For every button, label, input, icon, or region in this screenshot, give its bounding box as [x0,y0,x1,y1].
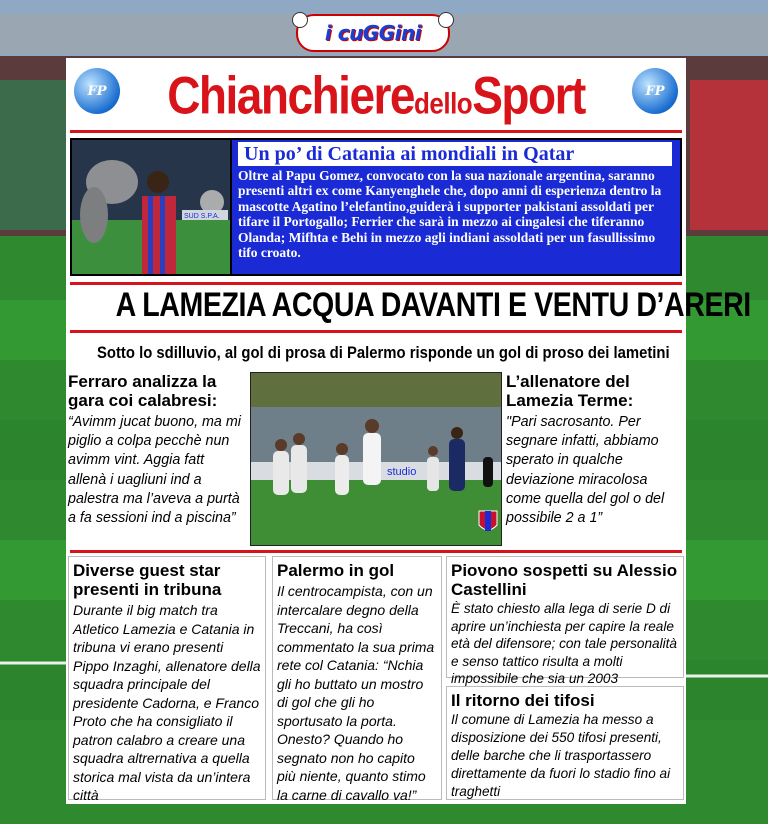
article-tifosi-text: Il comune di Lamezia ha messo a disposizione dei 550 tifosi presenti, delle barche che li trasportassero direttamente da fuori lo stadio fino ai traghetti [451,712,671,799]
article-guest-title: Diverse guest star presenti in tribuna [73,561,222,599]
title-part1: Chianchiere [167,65,415,125]
article-palermo-text: Il centrocampista, con un intercalare degno della Treccani, ha così commentato la sua prima rete col Catania: “Nchia gli ho buttato un mostro di gol che gli ho sportusato la porta. Onesto? Quando ho segnato non ho capito più niente, quanto stimo la carne di cavallo va!” [277,583,435,803]
masthead [66,58,686,132]
article-palermo [272,556,442,803]
match-photo [250,372,502,546]
title-part3: Sport [472,65,585,125]
newspaper-title [167,64,585,126]
fp-logo-right [632,68,678,114]
article-tifosi-title: Il ritorno dei tifosi [451,691,595,710]
main-headline: A LAMEZIA ACQUA DAVANTI E VENTU D’ARERI [115,286,751,324]
subheadline: Sotto lo sdilluvio, al gol di prosa di Palermo risponde un gol di proso dei lametini [97,344,670,362]
title-part2: dello [414,85,473,121]
article-ferraro-title: Ferraro analizza la gara coi calabresi: [68,372,218,410]
article-guest [68,556,266,803]
article-guest-text: Durante il big match tra Atletico Lamezia e Catania in tribuna vi erano presenti Pippo Inzaghi, allenatore della squadra principale del presidente Cadorna, e Franco Proto che ha consigliato il patron calabro a creare una squadra altrernativa a quella storica mal vista da un’intera città [73,602,261,803]
article-allenatore-text: "Pari sacrosanto. Per segnare infatti, abbiamo sperato in qualche deviazione miracolosa come quella del gol o del possibile 2 a 1” [506,414,665,527]
article-ferraro-text: “Avimm jucat buono, ma mi piglio a colpa pecchè nun avimm vint. Aggia fatt allenà i uagliuni ind a palestra ma l’aveva a purtà a fa sessioni ind a piscina” [68,414,241,527]
divider-line [70,550,682,553]
article-tifosi [446,686,684,800]
divider-line [70,330,682,333]
article-palermo-title: Palermo in gol [277,561,395,580]
fp-logo-left-text: FP [87,83,107,99]
player-mascot-photo [72,140,230,274]
icuggini-logo [296,14,450,52]
article-allenatore-title: L’allenatore del Lamezia Terme: [506,372,634,410]
divider-line [70,282,682,285]
icuggini-logo-text: i cuGGini [324,21,422,45]
divider-line [70,130,682,133]
article-ferraro [68,372,246,550]
article-allenatore [506,372,682,550]
article-sospetti-text: È stato chiesto alla lega di serie D di aprire un’inchiesta per capire la reale età del difensore; con tale personalità e senso tattico risulta a molti impossibile che sia un 2003 [451,601,677,686]
fp-logo-left [74,68,120,114]
top-story-body: Oltre al Papu Gomez, convocato con la sua nazionale argentina, saranno presenti altri ex come Kanyenghele che, dopo anni di esperienza dentro la mascotte Agatino l’elefantino,guiderà i supporter pakistani assoldati per tifare il Portogallo; Ferrier che sarà in mezzo ai cingalesi che tiferanno Olanda; Mifhta e Behi in mezzo agli indiani assoldati per un fasullissimo tifo croato. [238,168,662,261]
article-sospetti [446,556,684,686]
photo-caption: SUD S.P.A. [184,213,220,220]
newspaper-page [66,58,751,804]
top-story-box [232,140,680,274]
ad-board-text: studio [387,466,417,478]
article-sospetti-title: Piovono sospetti su Alessio Castellini [451,561,678,599]
top-story [70,138,682,276]
top-story-headline: Un po’ di Catania ai mondiali in Qatar [238,142,672,166]
fp-logo-right-text: FP [645,83,665,99]
